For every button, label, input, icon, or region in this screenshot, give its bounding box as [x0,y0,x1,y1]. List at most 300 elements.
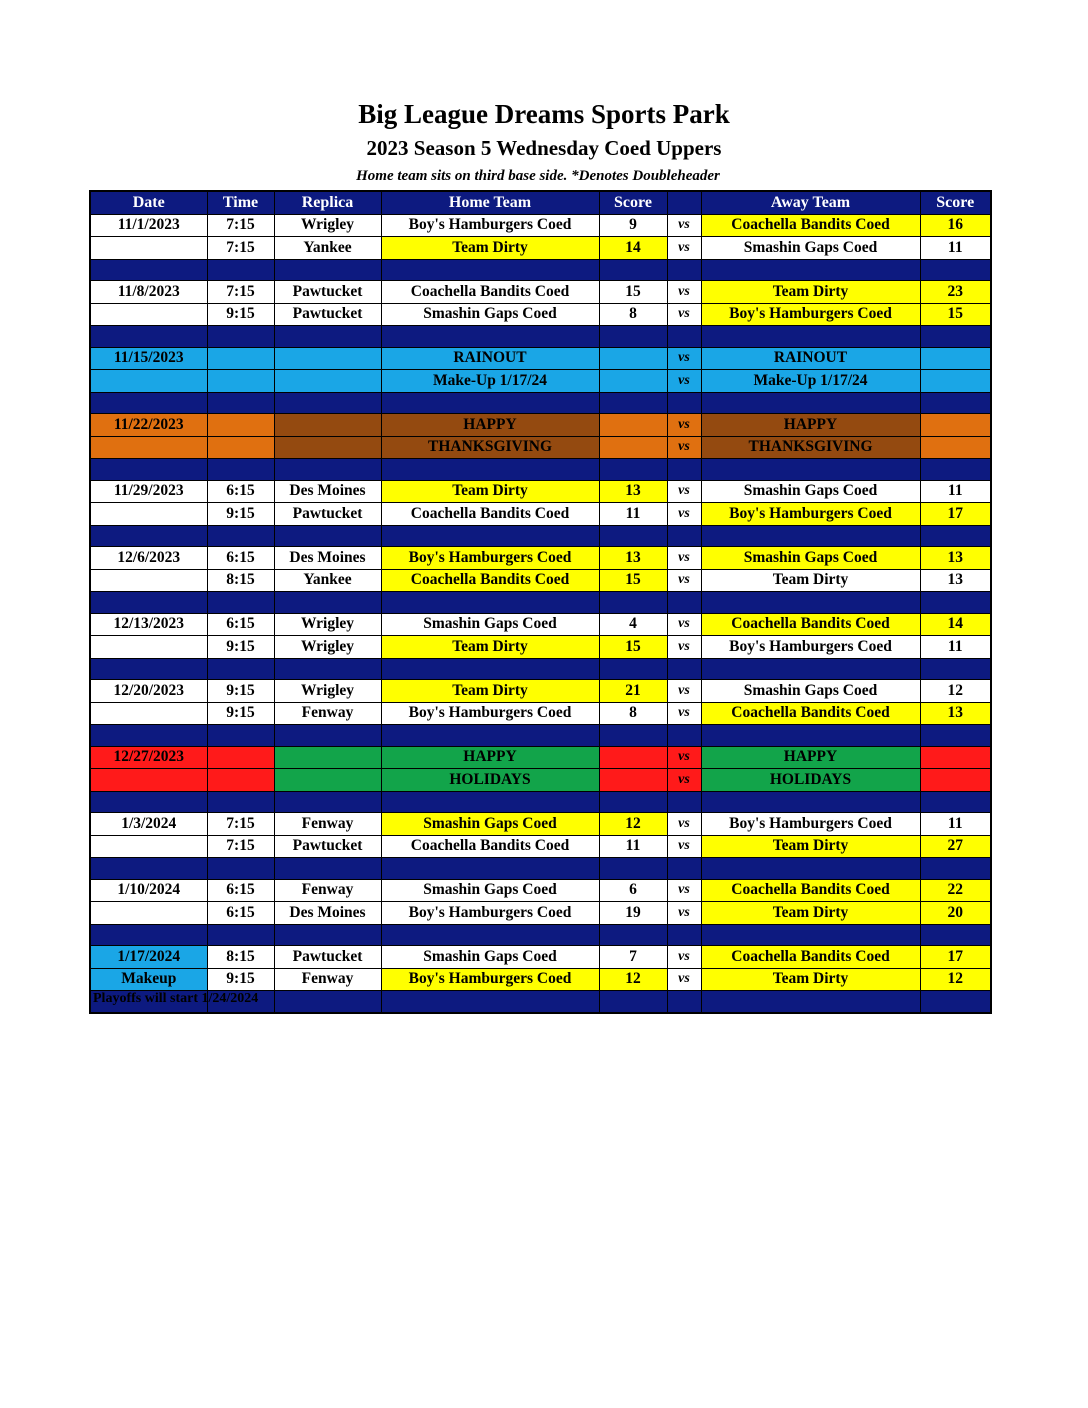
game-row [90,480,991,503]
separator-cell [207,725,274,747]
cell-time [207,414,274,437]
game-row [90,769,991,792]
cell-vs: vs [667,968,701,991]
cell-home-score: 14 [599,237,667,260]
cell-away-team: Boy's Hamburgers Coed [701,503,920,526]
separator-cell [90,459,207,481]
separator-cell [90,592,207,614]
cell-date [90,237,207,260]
cell-date: 12/20/2023 [90,680,207,703]
separator-cell [701,392,920,414]
separator-cell [381,392,599,414]
cell-home-score: 21 [599,680,667,703]
cell-away-team: Smashin Gaps Coed [701,547,920,570]
separator-cell [701,791,920,813]
cell-home-score [599,436,667,459]
cell-home-team: Make-Up 1/17/24 [381,370,599,393]
game-row [90,414,991,437]
cell-away-score: 12 [920,680,991,703]
game-row [90,214,991,237]
separator-row [90,525,991,547]
cell-vs: vs [667,946,701,969]
separator-cell [90,326,207,348]
cell-replica: Fenway [274,813,381,836]
game-row [90,303,991,326]
cell-replica: Fenway [274,879,381,902]
separator-cell [274,924,381,946]
separator-cell [701,259,920,281]
separator-cell [920,924,991,946]
separator-row [90,392,991,414]
cell-time: 7:15 [207,214,274,237]
separator-cell [701,459,920,481]
cell-vs: vs [667,237,701,260]
header-vs [667,191,701,214]
separator-row [90,592,991,614]
cell-replica: Fenway [274,702,381,725]
cell-away-team: Team Dirty [701,835,920,858]
separator-cell [274,459,381,481]
cell-home-team: Team Dirty [381,237,599,260]
cell-replica [274,436,381,459]
cell-away-team: Make-Up 1/17/24 [701,370,920,393]
game-row [90,968,991,991]
cell-home-score: 19 [599,902,667,925]
separator-cell [207,459,274,481]
cell-date [90,835,207,858]
cell-replica: Des Moines [274,902,381,925]
cell-time: 6:15 [207,902,274,925]
separator-row [90,791,991,813]
separator-cell [381,924,599,946]
header-date: Date [90,191,207,214]
cell-home-score [599,370,667,393]
cell-home-team: Smashin Gaps Coed [381,613,599,636]
cell-home-team: Team Dirty [381,480,599,503]
cell-away-team: HAPPY [701,414,920,437]
cell-home-team: Coachella Bandits Coed [381,281,599,304]
cell-time [207,436,274,459]
header-row [90,191,991,214]
cell-home-score [599,746,667,769]
separator-cell [667,658,701,680]
cell-home-team: Boy's Hamburgers Coed [381,547,599,570]
cell-date [90,569,207,592]
cell-vs: vs [667,303,701,326]
game-row [90,813,991,836]
cell-away-score: 27 [920,835,991,858]
game-row [90,503,991,526]
separator-cell [90,858,207,880]
cell-home-score: 9 [599,214,667,237]
cell-home-team: Coachella Bandits Coed [381,569,599,592]
separator-cell [381,459,599,481]
separator-cell [667,592,701,614]
cell-home-score: 11 [599,835,667,858]
cell-home-team: HAPPY [381,414,599,437]
cell-time: 9:15 [207,702,274,725]
header-home-team: Home Team [381,191,599,214]
separator-cell [667,392,701,414]
separator-cell [667,924,701,946]
separator-cell [920,658,991,680]
cell-home-team: Coachella Bandits Coed [381,503,599,526]
separator-cell [701,326,920,348]
cell-away-score: 13 [920,569,991,592]
separator-row [90,725,991,747]
cell-vs: vs [667,680,701,703]
cell-home-score: 8 [599,303,667,326]
cell-vs: vs [667,547,701,570]
cell-vs: vs [667,813,701,836]
header-away-team: Away Team [701,191,920,214]
separator-cell [381,525,599,547]
separator-cell [207,392,274,414]
cell-away-team: Team Dirty [701,569,920,592]
separator-cell [599,791,667,813]
separator-cell [274,658,381,680]
cell-home-score: 6 [599,879,667,902]
cell-date: 12/27/2023 [90,746,207,769]
cell-away-score: 15 [920,303,991,326]
game-row [90,702,991,725]
separator-cell [274,791,381,813]
cell-home-team: Boy's Hamburgers Coed [381,702,599,725]
cell-time [207,370,274,393]
cell-replica [274,769,381,792]
separator-cell [90,725,207,747]
separator-cell [381,991,599,1013]
game-row [90,547,991,570]
cell-time: 7:15 [207,835,274,858]
separator-cell [381,326,599,348]
cell-date [90,902,207,925]
cell-time: 7:15 [207,813,274,836]
game-row [90,613,991,636]
separator-cell [667,525,701,547]
cell-date [90,303,207,326]
cell-replica: Pawtucket [274,835,381,858]
schedule-body [90,191,991,1013]
separator-cell [207,858,274,880]
cell-home-score [599,414,667,437]
separator-cell [701,858,920,880]
header-away-score: Score [920,191,991,214]
cell-date [90,769,207,792]
cell-time [207,746,274,769]
separator-cell [920,392,991,414]
separator-cell [274,326,381,348]
separator-cell [274,592,381,614]
separator-cell [381,259,599,281]
cell-away-score: 22 [920,879,991,902]
cell-away-score: 13 [920,547,991,570]
separator-cell [701,592,920,614]
cell-replica: Wrigley [274,613,381,636]
cell-date: 11/8/2023 [90,281,207,304]
cell-replica [274,370,381,393]
cell-replica: Yankee [274,237,381,260]
cell-home-team: HAPPY [381,746,599,769]
cell-date [90,436,207,459]
cell-away-score [920,769,991,792]
cell-date [90,370,207,393]
cell-replica [274,746,381,769]
cell-away-team: Smashin Gaps Coed [701,237,920,260]
cell-home-score: 13 [599,547,667,570]
separator-cell [920,326,991,348]
game-row [90,569,991,592]
cell-replica: Pawtucket [274,946,381,969]
cell-replica: Wrigley [274,636,381,659]
cell-home-team: Boy's Hamburgers Coed [381,902,599,925]
cell-home-score: 7 [599,946,667,969]
separator-row [90,858,991,880]
game-row [90,902,991,925]
cell-away-team: Coachella Bandits Coed [701,702,920,725]
page-title: Big League Dreams Sports Park [358,99,730,129]
separator-cell [274,858,381,880]
cell-date [90,702,207,725]
cell-away-team: Coachella Bandits Coed [701,946,920,969]
separator-cell [701,525,920,547]
separator-cell [667,459,701,481]
cell-away-score: 23 [920,281,991,304]
separator-row [90,658,991,680]
cell-away-team: Coachella Bandits Coed [701,214,920,237]
separator-cell [274,991,381,1013]
separator-cell [599,525,667,547]
cell-replica [274,347,381,370]
cell-home-team: Coachella Bandits Coed [381,835,599,858]
cell-date [90,503,207,526]
header-home-score: Score [599,191,667,214]
cell-away-team: Team Dirty [701,281,920,304]
cell-home-score [599,347,667,370]
separator-cell [667,991,701,1013]
cell-vs: vs [667,281,701,304]
cell-away-team: Team Dirty [701,968,920,991]
cell-away-score [920,347,991,370]
cell-time: 6:15 [207,547,274,570]
separator-cell [599,326,667,348]
cell-time: 9:15 [207,303,274,326]
cell-home-score: 12 [599,813,667,836]
cell-vs: vs [667,835,701,858]
schedule-table [89,190,992,1014]
cell-time: 8:15 [207,946,274,969]
header-time: Time [207,191,274,214]
cell-vs: vs [667,879,701,902]
cell-replica: Des Moines [274,547,381,570]
cell-home-score: 15 [599,569,667,592]
cell-date: 11/22/2023 [90,414,207,437]
cell-date [90,636,207,659]
cell-away-team: Coachella Bandits Coed [701,613,920,636]
cell-away-score: 12 [920,968,991,991]
separator-cell [274,259,381,281]
game-row [90,835,991,858]
cell-home-team: HOLIDAYS [381,769,599,792]
cell-away-team: HOLIDAYS [701,769,920,792]
cell-date: 12/13/2023 [90,613,207,636]
cell-home-score [599,769,667,792]
cell-date: 11/15/2023 [90,347,207,370]
cell-home-team: Smashin Gaps Coed [381,303,599,326]
separator-cell [701,924,920,946]
cell-away-team: THANKSGIVING [701,436,920,459]
cell-vs: vs [667,636,701,659]
cell-replica: Pawtucket [274,303,381,326]
cell-date: 11/1/2023 [90,214,207,237]
cell-replica: Pawtucket [274,503,381,526]
separator-cell [90,924,207,946]
separator-row [90,924,991,946]
separator-cell [207,658,274,680]
separator-cell [599,658,667,680]
cell-date: 1/3/2024 [90,813,207,836]
cell-replica [274,414,381,437]
game-row [90,946,991,969]
cell-replica: Wrigley [274,680,381,703]
cell-home-team: Smashin Gaps Coed [381,813,599,836]
cell-away-score [920,746,991,769]
cell-vs: vs [667,503,701,526]
cell-away-team: Coachella Bandits Coed [701,879,920,902]
cell-time: 7:15 [207,237,274,260]
separator-cell [90,259,207,281]
separator-cell [599,259,667,281]
cell-home-team: Smashin Gaps Coed [381,879,599,902]
cell-home-team: THANKSGIVING [381,436,599,459]
game-row [90,347,991,370]
cell-home-score: 8 [599,702,667,725]
separator-cell [207,259,274,281]
cell-vs: vs [667,902,701,925]
separator-cell [599,924,667,946]
separator-cell [599,392,667,414]
cell-vs: vs [667,702,701,725]
cell-home-score: 15 [599,281,667,304]
separator-cell [667,858,701,880]
cell-replica: Yankee [274,569,381,592]
cell-date: 12/6/2023 [90,547,207,570]
cell-time: 8:15 [207,569,274,592]
cell-away-score [920,370,991,393]
cell-vs: vs [667,436,701,459]
game-row [90,746,991,769]
cell-home-team: RAINOUT [381,347,599,370]
separator-cell [381,791,599,813]
cell-away-score: 11 [920,636,991,659]
cell-time: 9:15 [207,968,274,991]
separator-cell [207,525,274,547]
separator-cell [920,459,991,481]
cell-home-score: 15 [599,636,667,659]
cell-away-score: 11 [920,480,991,503]
separator-row [90,459,991,481]
separator-cell [207,924,274,946]
cell-away-team: Boy's Hamburgers Coed [701,303,920,326]
separator-cell [667,725,701,747]
header-replica: Replica [274,191,381,214]
separator-cell [381,858,599,880]
cell-vs: vs [667,214,701,237]
separator-cell [90,658,207,680]
separator-cell [920,991,991,1013]
separator-cell [90,525,207,547]
schedule-note: Home team sits on third base side. *Denotes Doubleheader [356,168,720,184]
cell-home-score: 11 [599,503,667,526]
cell-away-score: 20 [920,902,991,925]
cell-time: 6:15 [207,613,274,636]
cell-away-team: Smashin Gaps Coed [701,480,920,503]
cell-away-team: RAINOUT [701,347,920,370]
cell-vs: vs [667,769,701,792]
cell-home-score: 4 [599,613,667,636]
cell-away-score: 17 [920,503,991,526]
cell-away-team: Team Dirty [701,902,920,925]
separator-cell [599,991,667,1013]
separator-cell [701,725,920,747]
game-row [90,879,991,902]
separator-cell [599,459,667,481]
cell-vs: vs [667,746,701,769]
separator-cell [667,326,701,348]
separator-cell [274,392,381,414]
separator-cell [667,259,701,281]
separator-cell [381,592,599,614]
playoffs-footer: Playoffs will start 1/24/2024 [93,991,259,1006]
cell-replica: Pawtucket [274,281,381,304]
separator-cell [207,791,274,813]
cell-replica: Fenway [274,968,381,991]
cell-home-score: 12 [599,968,667,991]
cell-away-team: Smashin Gaps Coed [701,680,920,703]
separator-cell [920,858,991,880]
cell-home-team: Team Dirty [381,680,599,703]
separator-cell [90,392,207,414]
game-row [90,636,991,659]
separator-cell [599,592,667,614]
cell-home-team: Boy's Hamburgers Coed [381,968,599,991]
cell-replica: Wrigley [274,214,381,237]
cell-away-score [920,436,991,459]
separator-cell [381,725,599,747]
cell-home-team: Team Dirty [381,636,599,659]
cell-date: 1/10/2024 [90,879,207,902]
cell-home-score: 13 [599,480,667,503]
separator-cell [207,592,274,614]
cell-away-score: 13 [920,702,991,725]
cell-time: 9:15 [207,636,274,659]
cell-time: 9:15 [207,680,274,703]
separator-cell [701,991,920,1013]
separator-cell [599,858,667,880]
separator-cell [920,259,991,281]
separator-cell [207,326,274,348]
cell-home-team: Smashin Gaps Coed [381,946,599,969]
separator-cell [920,725,991,747]
cell-vs: vs [667,370,701,393]
separator-cell [90,791,207,813]
cell-replica: Des Moines [274,480,381,503]
separator-cell [274,525,381,547]
cell-away-team: HAPPY [701,746,920,769]
separator-cell [274,725,381,747]
separator-cell [599,725,667,747]
cell-vs: vs [667,613,701,636]
